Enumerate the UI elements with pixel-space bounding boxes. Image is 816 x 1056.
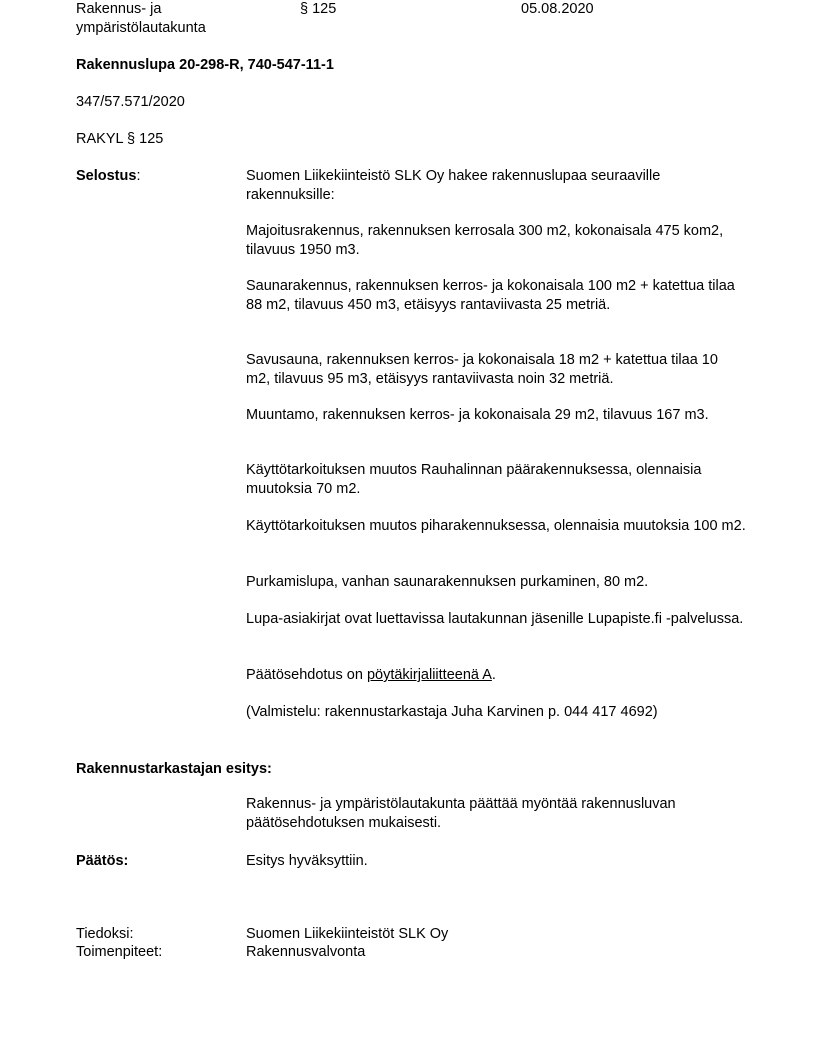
paatos-label: Päätös: (76, 853, 129, 869)
tiedoksi-label: Tiedoksi: (76, 926, 134, 942)
esitys-text: Rakennus- ja ympäristölautakunta päättää myöntää rakennusluvan päätösehdotuksen mukaisesti. (246, 796, 676, 831)
paatos-text: Esitys hyväksyttiin. (246, 853, 368, 869)
proposal-line (246, 666, 746, 685)
preparation-note: (Valmistelu: rakennustarkastaja Juha Karvinen p. 044 417 4692) (246, 704, 658, 720)
document-title: Rakennuslupa 20-298-R, 740-547-11-1 (76, 57, 334, 73)
selostus-paragraph-2: Majoitusrakennus, rakennuksen kerrosala 300 m2, kokonaisala 475 kom2, tilavuus 1950 m3. (246, 223, 724, 258)
header-date: 05.08.2020 (521, 1, 594, 17)
toimenpiteet-label: Toimenpiteet: (76, 944, 163, 960)
selostus-label-colon: : (136, 168, 141, 184)
selostus-label (76, 167, 140, 186)
selostus-label-text: Selostus (76, 168, 137, 184)
rakyl-section: RAKYL § 125 (76, 131, 164, 147)
proposal-prefix: Päätösehdotus on (246, 667, 367, 683)
selostus-paragraph-6: Käyttötarkoituksen muutos Rauhalinnan päärakennuksessa, olennaisia muutoksia 70 m2. (246, 462, 702, 497)
selostus-paragraph-5: Muuntamo, rakennuksen kerros- ja kokonaisala 29 m2, tilavuus 167 m3. (246, 407, 709, 423)
selostus-paragraph-3: Saunarakennus, rakennuksen kerros- ja kokonaisala 100 m2 + katettua tilaa 88 m2, tilavuus 450 m3, etäisyys rantaviivasta 25 metriä. (246, 278, 735, 313)
selostus-paragraph-9: Lupa-asiakirjat ovat luettavissa lautakunnan jäsenille Lupapiste.fi -palvelussa. (246, 611, 744, 627)
department-line-1: Rakennus- ja (76, 1, 162, 17)
proposal-suffix: . (491, 667, 496, 683)
toimenpiteet-value: Rakennusvalvonta (246, 944, 366, 960)
tiedoksi-value: Suomen Liikekiinteistöt SLK Oy (246, 926, 449, 942)
selostus-paragraph-1: Suomen Liikekiinteistö SLK Oy hakee rakennuslupaa seuraaville rakennuksille: (246, 168, 661, 203)
selostus-paragraph-4: Savusauna, rakennuksen kerros- ja kokonaisala 18 m2 + katettua tilaa 10 m2, tilavuus 95 m3, etäisyys rantaviivasta noin 32 metriä. (246, 352, 718, 387)
department-line-2: ympäristölautakunta (76, 20, 206, 36)
header-department (76, 0, 206, 38)
header-section: § 125 (300, 1, 337, 17)
reference-number: 347/57.571/2020 (76, 94, 185, 110)
esitys-label: Rakennustarkastajan esitys: (76, 761, 272, 777)
proposal-attachment-link[interactable]: pöytäkirjaliitteenä A (366, 667, 492, 683)
selostus-paragraph-7: Käyttötarkoituksen muutos piharakennuksessa, olennaisia muutoksia 100 m2. (246, 518, 746, 534)
selostus-paragraph-8: Purkamislupa, vanhan saunarakennuksen purkaminen, 80 m2. (246, 574, 649, 590)
